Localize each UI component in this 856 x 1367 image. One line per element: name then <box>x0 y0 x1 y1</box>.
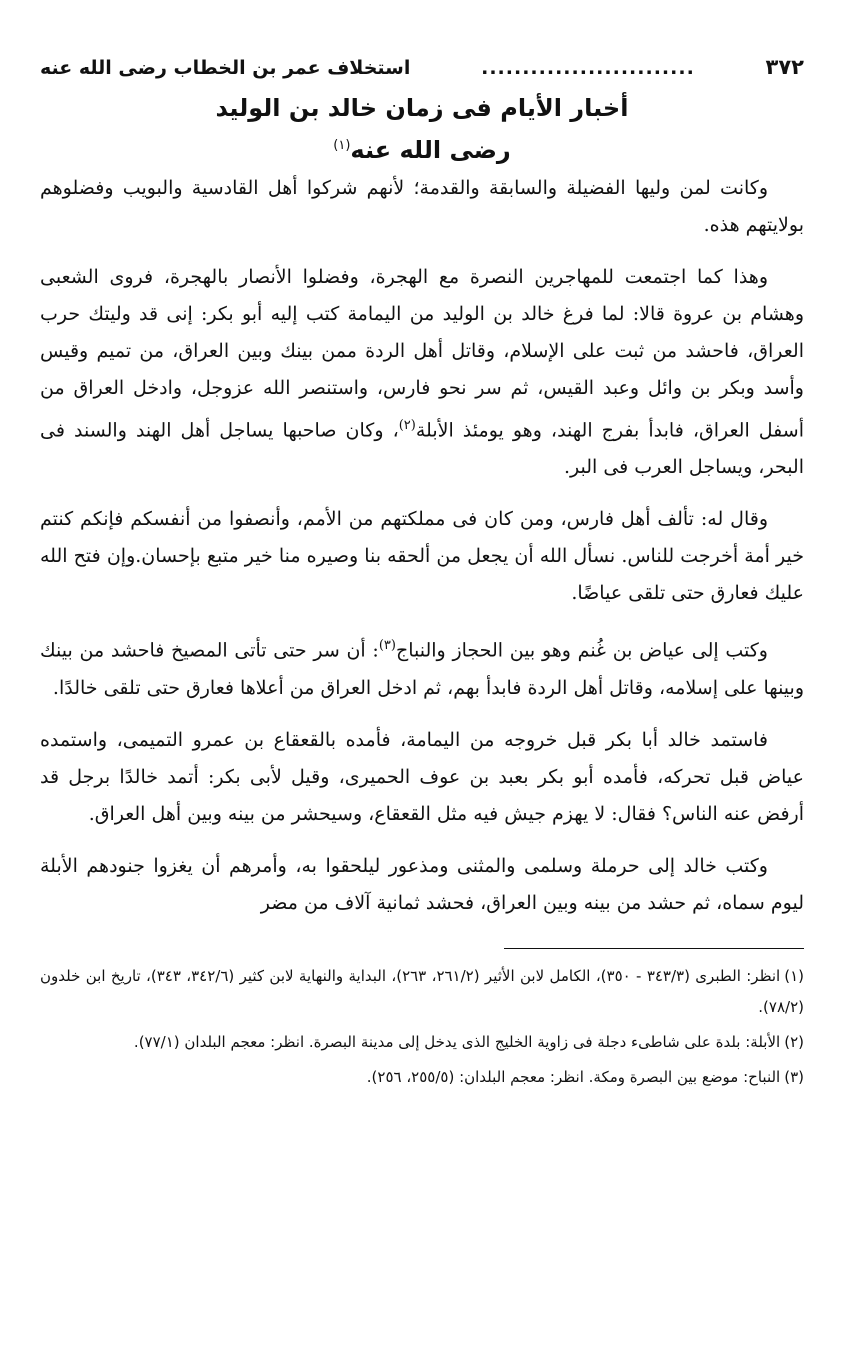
paragraph-1-text: وكانت لمن وليها الفضيلة والسابقة والقدمة؛ لأنهم شركوا أهل القادسية والبويب وفضلوهم بولايتهم هذه. <box>40 177 804 236</box>
footnote-2-number: (٢) <box>784 1032 804 1051</box>
paragraph-5 <box>40 722 804 833</box>
paragraph-3-text: وقال له: تألف أهل فارس، ومن كان فى مملكتهم من الأمم، وأنصفوا من أنفسكم فإنكم كنتم خير أمة أخرجت للناس. نسأل الله أن يجعل من ألحقه بنا وصيره منا خير متبع بإحسان.وإن فتح الله عليك فعارق حتى تلقى عياضًا. <box>40 508 804 605</box>
paragraph-2 <box>40 259 804 486</box>
footnote-divider <box>504 948 804 949</box>
footnote-3 <box>40 1062 804 1093</box>
paragraph-6 <box>40 848 804 922</box>
chapter-subtitle-text: رضى الله عنه <box>350 136 511 164</box>
chapter-title: أخبار الأيام فى زمان خالد بن الوليد <box>215 94 629 122</box>
paragraph-1 <box>40 170 804 244</box>
paragraph-4-text-cont: : أن سر حتى تأتى المصيخ فاحشد من بينك وبينها على إسلامه، وقاتل أهل الردة فابدأ بهم، ثم ادخل العراق من أعلاها فعارق حتى تلقى خالدًا. <box>40 639 804 699</box>
footnote-1-text: انظر: الطبرى (٣٤٣/٣ - ٣٥٠)، الكامل لابن الأثير (٢٦١/٢، ٢٦٣)، البداية والنهاية لابن كثير (٣٤٢/٦، ٣٤٣)، تاريخ ابن خلدون (٧٨/٢). <box>40 966 804 1016</box>
footnote-1 <box>40 961 804 1023</box>
running-header <box>40 52 804 84</box>
footnote-1-number: (١) <box>784 966 804 985</box>
footnote-ref-3[interactable]: (٣) <box>378 638 396 654</box>
paragraph-6-text: وكتب خالد إلى حرملة وسلمى والمثنى ومذعور ليلحقوا به، وأمرهم أن يغزوا جنودهم الأبلة ليوم سماه، ثم حشد من بينه وبين العراق، فحشد ثمانية آلاف من مضر <box>40 854 804 914</box>
footnote-2 <box>40 1027 804 1058</box>
footnote-ref-1[interactable]: (١) <box>333 138 351 153</box>
footnote-ref-2[interactable]: (٢) <box>398 418 416 433</box>
paragraph-4-text: وكتب إلى عياض بن غُنم وهو بين الحجاز والنباج <box>395 639 768 662</box>
chapter-subtitle <box>40 128 804 168</box>
paragraph-5-text: فاستمد خالد أبا بكر قبل خروجه من اليمامة، فأمده بالقعقاع بن عمرو التميمى، واستمده عياض قبل تحركه، فأمده أبو بكر بعبد بن عوف الحميرى، وقيل لأبى بكر: أتمد خالدًا برجل قد أرفض عنه الناس؟ فقال: لا يهزم جيش فيه مثل القعقاع، وسيحشر من بينه وبين أهل العراق. <box>40 728 804 825</box>
paragraph-4 <box>40 627 804 706</box>
page-number: ٣٧٢ <box>765 55 804 79</box>
paragraph-3 <box>40 501 804 612</box>
footnote-2-text: الأبلة: بلدة على شاطىء دجلة فى زاوية الخليج الذى يدخل إلى مدينة البصرة. انظر: معجم البلدان (٧٧/١). <box>133 1032 781 1051</box>
paragraph-2-text: وهذا كما اجتمعت للمهاجرين النصرة مع الهجرة، وفضلوا الأنصار بالهجرة، فروى الشعبى وهشام بن عروة قالا: لما فرغ خالد بن الوليد من اليمامة كتب إليه أبو بكر: إنى قد وليتك حرب العراق، فاحشد من ثبت على الإسلام، وقاتل أهل الردة ممن بينك وبين العراق، من تميم وقيس وأسد وبكر بن وائل وعبد القيس، ثم سر نحو فارس، واستنصر الله عزوجل، وادخل العراق من أسفل العراق، فابدأ بفرج الهند، وهو يومئذ الأبلة <box>40 266 804 442</box>
footnote-3-text: النباح: موضع بين البصرة ومكة. انظر: معجم البلدان: (٢٥٥/٥، ٢٥٦). <box>366 1067 781 1086</box>
paragraph-2-text-cont: ، وكان صاحبها يساجل أهل الهند والسند فى البحر، ويساجل العرب فى البر. <box>40 419 804 479</box>
body-text <box>40 170 804 922</box>
footnote-3-number: (٣) <box>784 1067 804 1086</box>
book-page <box>40 52 804 1097</box>
footnotes <box>40 961 804 1093</box>
running-title: استخلاف عمر بن الخطاب رضى الله عنه <box>40 57 411 79</box>
header-leader-dots: .......................... <box>481 57 695 79</box>
